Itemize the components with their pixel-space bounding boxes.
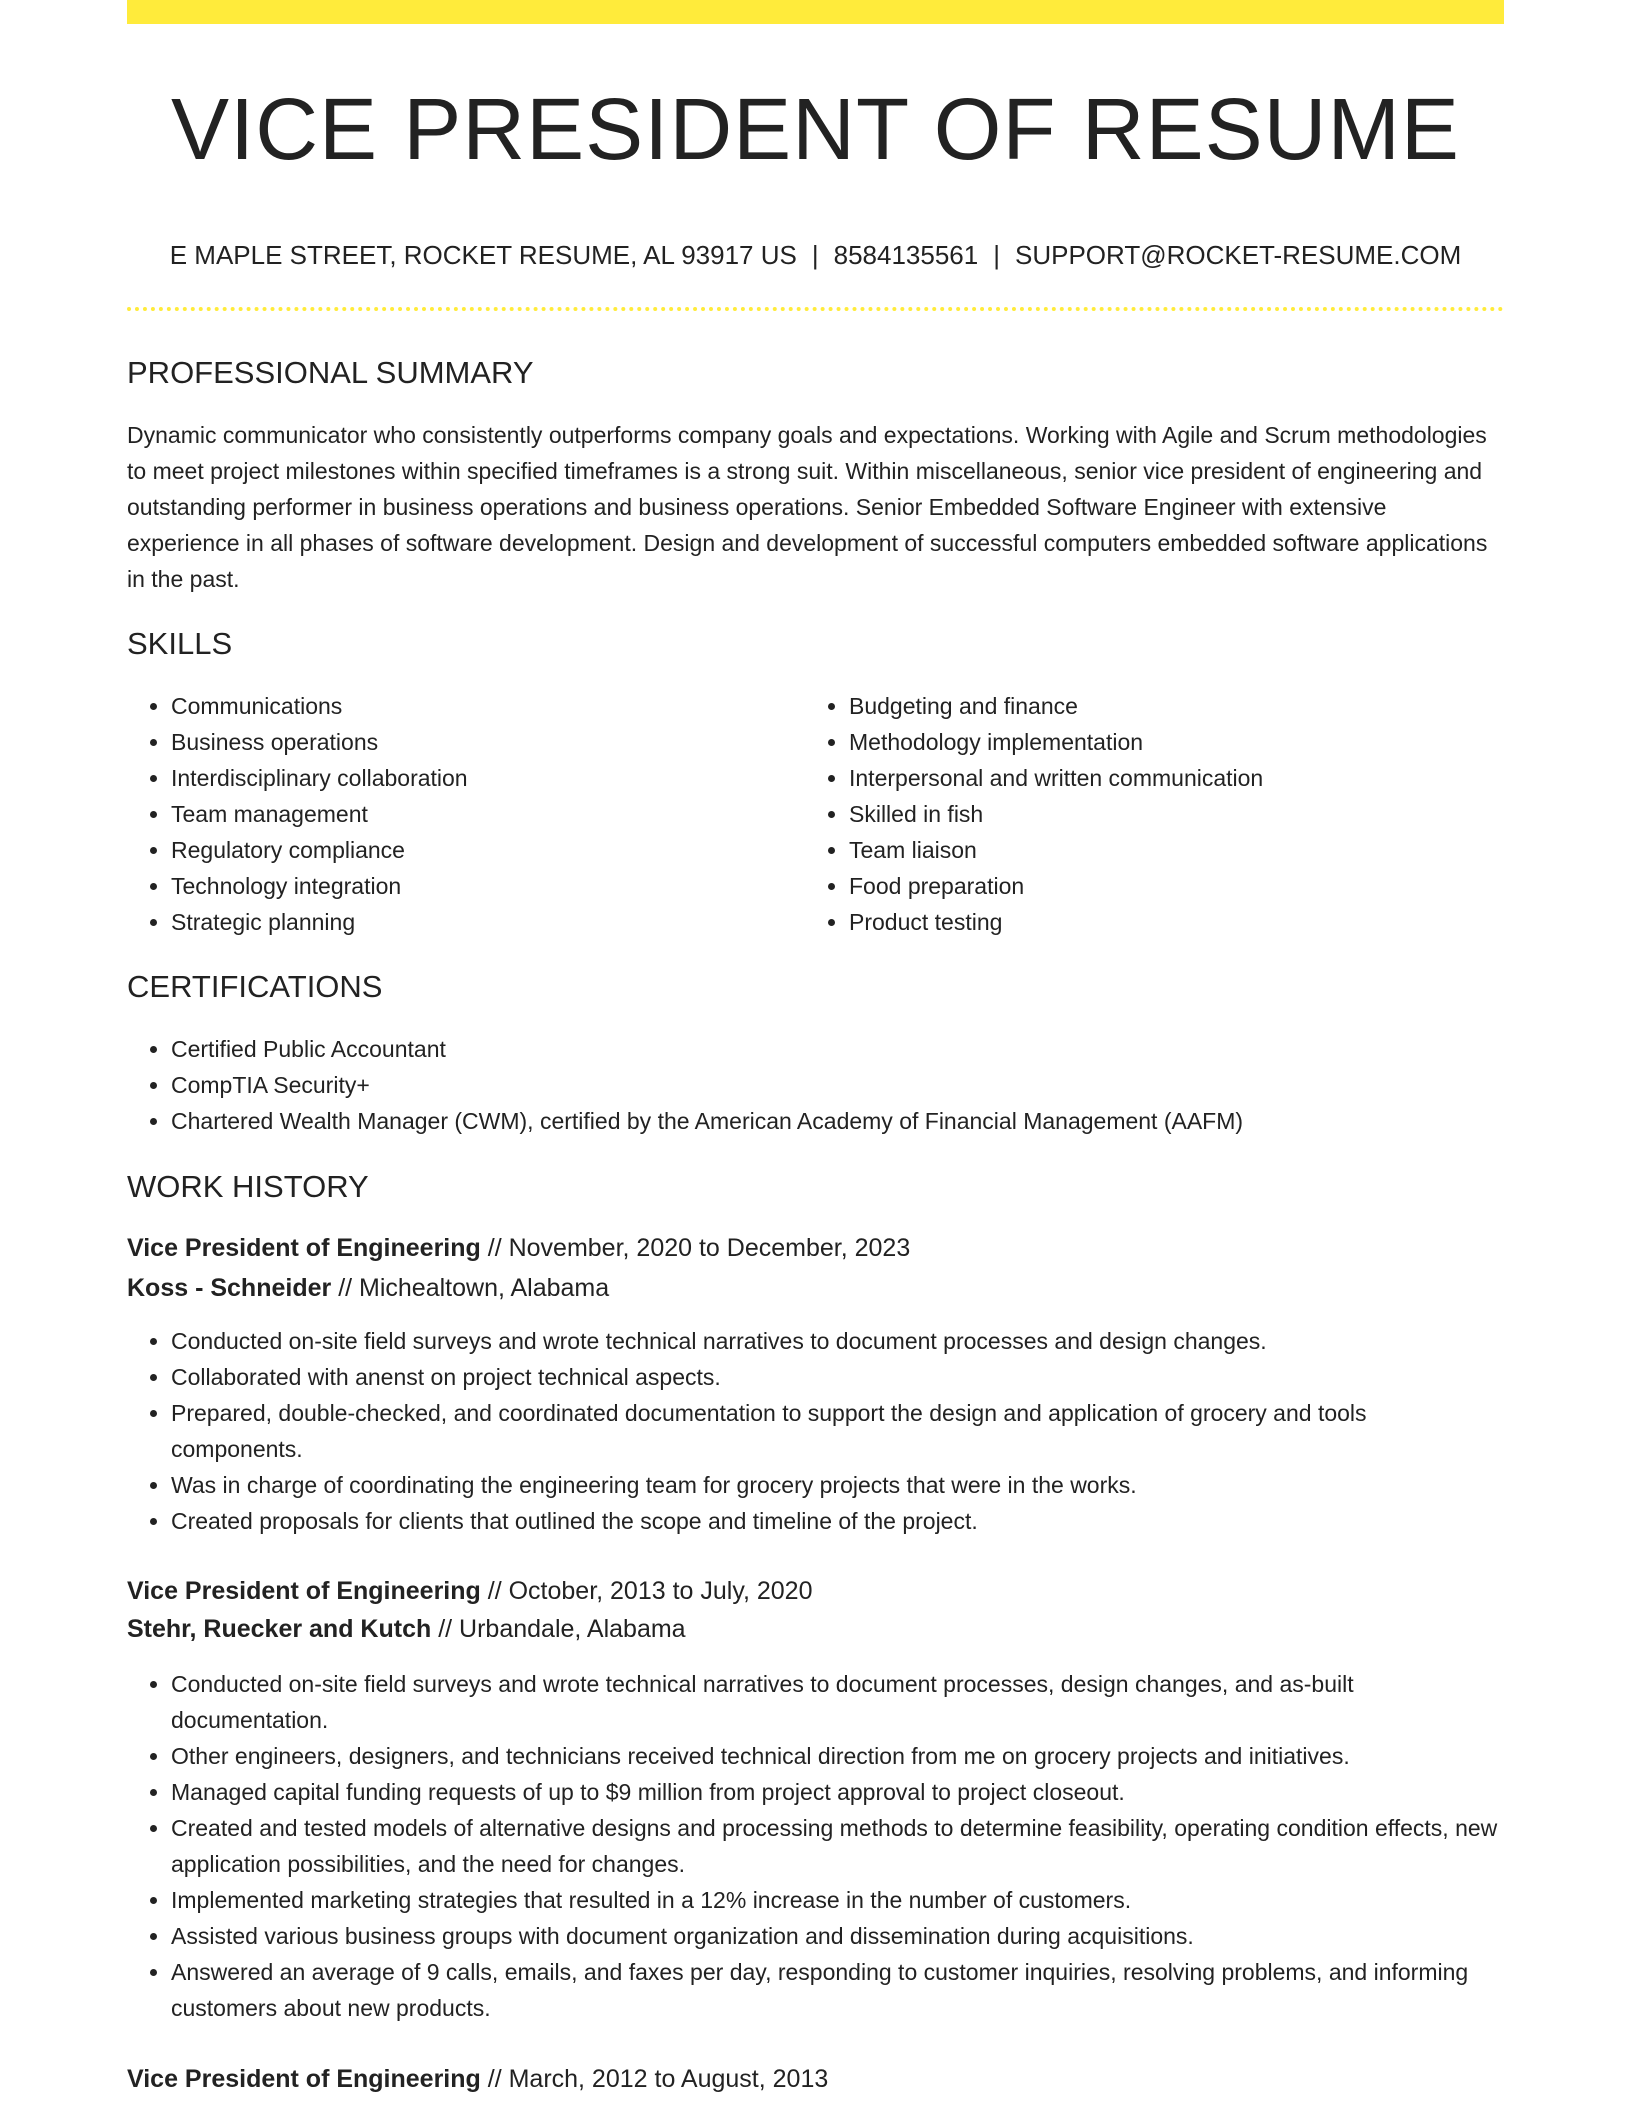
job-bullet: • Conducted on-site field surveys and wrote technical narratives to document processes and design changes. xyxy=(171,1323,1504,1359)
contact-separator: | xyxy=(993,240,1000,270)
certifications-list xyxy=(127,1031,1504,1139)
job-bullet: • Prepared, double-checked, and coordinated documentation to support the design and application of grocery and tools components. xyxy=(171,1395,1504,1467)
contact-separator: | xyxy=(811,240,819,270)
job-company-line xyxy=(127,1268,609,1308)
job-company: Stehr, Ruecker and Kutch xyxy=(127,1615,432,1643)
summary-heading: PROFESSIONAL SUMMARY xyxy=(127,355,534,390)
job-bullet: • Conducted on-site field surveys and wrote technical narratives to document processes, design changes, and as-built documentation. xyxy=(171,1666,1504,1738)
job-bullet: • Assisted various business groups with document organization and dissemination during acquisitions. xyxy=(171,1918,1504,1954)
job-title: Vice President of Engineering xyxy=(127,1234,481,1262)
certification-item: • Certified Public Accountant xyxy=(171,1031,1504,1067)
skill-item: • Technology integration xyxy=(171,868,811,904)
work-history-heading: WORK HISTORY xyxy=(127,1169,369,1204)
job-title-line xyxy=(127,1571,813,1611)
job-title: Vice President of Engineering xyxy=(127,2065,481,2093)
job-bullet: • Answered an average of 9 calls, emails, and faxes per day, responding to customer inquiries, resolving problems, and informing customers about new products. xyxy=(171,1954,1504,2026)
skill-item: • Regulatory compliance xyxy=(171,832,811,868)
header-divider xyxy=(127,307,1504,311)
resume-name: VICE PRESIDENT OF RESUME xyxy=(171,81,1460,178)
job-company: Koss - Schneider xyxy=(127,1274,332,1302)
skills-heading: SKILLS xyxy=(127,626,233,661)
job-bullet: • Managed capital funding requests of up to $9 million from project approval to project closeout. xyxy=(171,1774,1504,1810)
contact-email: SUPPORT@ROCKET-RESUME.COM xyxy=(1014,240,1462,270)
top-accent-bar xyxy=(127,0,1504,24)
skill-item: • Food preparation xyxy=(849,868,1529,904)
job-dates: // March, 2012 to August, 2013 xyxy=(487,2065,829,2093)
job-title-line xyxy=(127,1228,910,1268)
job-bullet: • Was in charge of coordinating the engineering team for grocery projects that were in the works. xyxy=(171,1467,1504,1503)
certification-item: • CompTIA Security+ xyxy=(171,1067,1504,1103)
job-bullets xyxy=(127,1323,1504,1539)
skills-list-left xyxy=(127,688,811,940)
job-location: // Urbandale, Alabama xyxy=(438,1615,686,1643)
contact-phone: 8584135561 xyxy=(833,240,979,270)
job-bullet: • Other engineers, designers, and technicians received technical direction from me on grocery projects and initiatives. xyxy=(171,1738,1504,1774)
job-location: // Michealtown, Alabama xyxy=(338,1274,610,1302)
job-bullet: • Created proposals for clients that outlined the scope and timeline of the project. xyxy=(171,1503,1504,1539)
certifications-heading: CERTIFICATIONS xyxy=(127,969,383,1004)
skill-item: • Communications xyxy=(171,688,811,724)
skill-item: • Methodology implementation xyxy=(849,724,1529,760)
job-dates: // November, 2020 to December, 2023 xyxy=(487,1234,911,1262)
skill-item: • Skilled in fish xyxy=(849,796,1529,832)
skill-item: • Budgeting and finance xyxy=(849,688,1529,724)
summary-text: Dynamic communicator who consistently outperforms company goals and expectations. Working with Agile and Scrum methodologies to meet project milestones within specified timeframes is a strong suit. Within miscellaneous, senior vice president of engineering and outstanding performer in business operations and business operations. Senior Embedded Software Engineer with extensive experience in all phases of software development. Design and development of successful computers embedded software applications in the past. xyxy=(127,422,1488,592)
contact-address: E MAPLE STREET, ROCKET RESUME, AL 93917 US xyxy=(169,240,797,270)
job-bullet: • Created and tested models of alternative designs and processing methods to determine feasibility, operating condition effects, new application possibilities, and the need for changes. xyxy=(171,1810,1504,1882)
job-bullet: • Collaborated with anenst on project technical aspects. xyxy=(171,1359,1504,1395)
skill-item: • Business operations xyxy=(171,724,811,760)
certification-item: • Chartered Wealth Manager (CWM), certified by the American Academy of Financial Management (AAFM) xyxy=(171,1103,1504,1139)
job-dates: // October, 2013 to July, 2020 xyxy=(487,1577,813,1605)
job-title-line xyxy=(127,2059,828,2099)
job-bullet: • Implemented marketing strategies that resulted in a 12% increase in the number of customers. xyxy=(171,1882,1504,1918)
skill-item: • Strategic planning xyxy=(171,904,811,940)
skills-list-right xyxy=(805,688,1529,940)
job-company-line xyxy=(127,1609,686,1649)
job-bullets xyxy=(127,1666,1504,2026)
skill-item: • Interpersonal and written communication xyxy=(849,760,1529,796)
job-title: Vice President of Engineering xyxy=(127,1577,481,1605)
skill-item: • Interdisciplinary collaboration xyxy=(171,760,811,796)
contact-line xyxy=(127,238,1504,272)
skill-item: • Team management xyxy=(171,796,811,832)
skill-item: • Product testing xyxy=(849,904,1529,940)
skill-item: • Team liaison xyxy=(849,832,1529,868)
